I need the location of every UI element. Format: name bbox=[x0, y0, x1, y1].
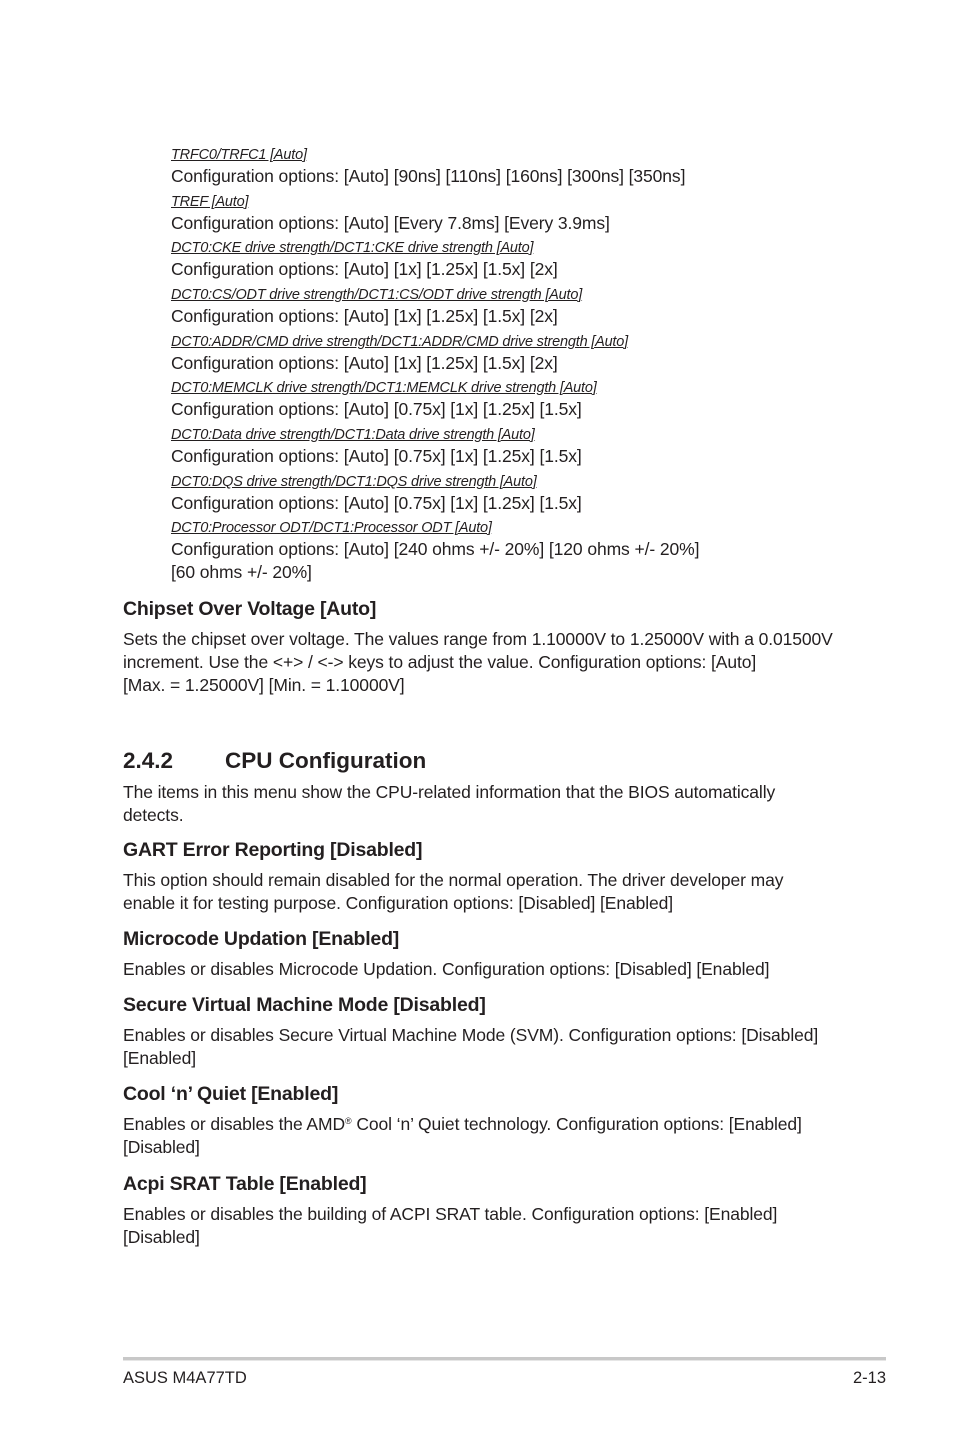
chapter-number: 2.4.2 bbox=[123, 748, 174, 773]
chapter-intro bbox=[123, 781, 823, 827]
intro-line: detects. bbox=[123, 805, 184, 825]
setting-options: Configuration options: [Auto] [90ns] [110ns] [160ns] [300ns] [350ns] bbox=[171, 166, 686, 186]
section-heading: Cool ‘n’ Quiet [Enabled] bbox=[123, 1083, 339, 1105]
description-line: [Disabled] bbox=[123, 1227, 200, 1247]
setting-tref bbox=[171, 193, 891, 235]
footer-page-number: 2-13 bbox=[852, 1369, 886, 1387]
section-description bbox=[123, 869, 843, 915]
setting-dqs-drive-strength bbox=[171, 473, 891, 515]
section-heading: GART Error Reporting [Disabled] bbox=[123, 839, 423, 861]
setting-options: Configuration options: [Auto] [0.75x] [1x] [1.25x] [1.5x] bbox=[171, 446, 582, 466]
section-description bbox=[123, 1024, 843, 1070]
setting-processor-odt bbox=[171, 519, 891, 584]
setting-options: Configuration options: [Auto] [1x] [1.25x] [1.5x] [2x] bbox=[171, 306, 558, 326]
setting-title: TRFC0/TRFC1 [Auto] bbox=[171, 147, 307, 163]
description-line: Enables or disables the building of ACPI SRAT table. Configuration options: [Enabled] bbox=[123, 1204, 778, 1224]
description-line: increment. Use the <+> / <-> keys to adjust the value. Configuration options: [Auto] bbox=[123, 652, 757, 672]
section-chipset-over-voltage bbox=[123, 597, 843, 697]
description-line: This option should remain disabled for the normal operation. The driver developer may bbox=[123, 870, 784, 890]
section-description bbox=[123, 1203, 843, 1249]
section-cool-n-quiet bbox=[123, 1082, 843, 1159]
description-line: Enables or disables Microcode Updation. Configuration options: [Disabled] [Enabled] bbox=[123, 959, 770, 979]
setting-options: Configuration options: [Auto] [Every 7.8ms] [Every 3.9ms] bbox=[171, 213, 610, 233]
setting-addr-cmd-drive-strength bbox=[171, 333, 891, 375]
description-line: [Max. = 1.25000V] [Min. = 1.10000V] bbox=[123, 675, 405, 695]
setting-options: Configuration options: [Auto] [0.75x] [1x] [1.25x] [1.5x] bbox=[171, 493, 582, 513]
description-line: Sets the chipset over voltage. The values range from 1.10000V to 1.25000V with a 0.01500V bbox=[123, 629, 833, 649]
description-line: Enables or disables the AMD bbox=[123, 1114, 346, 1134]
setting-cs-odt-drive-strength bbox=[171, 286, 891, 328]
setting-title: DCT0:ADDR/CMD drive strength/DCT1:ADDR/CMD drive strength [Auto] bbox=[171, 334, 628, 350]
setting-cke-drive-strength bbox=[171, 239, 891, 281]
setting-options: Configuration options: [Auto] [1x] [1.25x] [1.5x] [2x] bbox=[171, 259, 558, 279]
section-gart-error-reporting bbox=[123, 838, 843, 915]
section-heading: Microcode Updation [Enabled] bbox=[123, 928, 400, 950]
setting-title: TREF [Auto] bbox=[171, 194, 249, 210]
setting-data-drive-strength bbox=[171, 426, 891, 468]
section-microcode-updation bbox=[123, 927, 843, 981]
setting-options-continued: [60 ohms +/- 20%] bbox=[171, 562, 312, 582]
setting-memclk-drive-strength bbox=[171, 379, 891, 421]
registered-mark: ® bbox=[345, 1116, 352, 1126]
setting-title: DCT0:DQS drive strength/DCT1:DQS drive strength [Auto] bbox=[171, 474, 537, 490]
intro-line: The items in this menu show the CPU-related information that the BIOS automatically bbox=[123, 782, 776, 802]
section-description bbox=[123, 958, 843, 981]
footer-product-name: ASUS M4A77TD bbox=[123, 1369, 247, 1387]
description-line: [Enabled] bbox=[123, 1048, 197, 1068]
chapter-heading bbox=[123, 746, 843, 776]
section-description bbox=[123, 628, 843, 697]
setting-title: DCT0:CKE drive strength/DCT1:CKE drive strength [Auto] bbox=[171, 240, 534, 256]
description-line: [Disabled] bbox=[123, 1137, 200, 1157]
section-heading: Acpi SRAT Table [Enabled] bbox=[123, 1173, 367, 1195]
section-heading: Chipset Over Voltage [Auto] bbox=[123, 598, 377, 620]
section-acpi-srat-table bbox=[123, 1172, 843, 1249]
footer-divider bbox=[123, 1357, 886, 1361]
setting-options: Configuration options: [Auto] [1x] [1.25x] [1.5x] [2x] bbox=[171, 353, 558, 373]
section-secure-virtual-machine-mode bbox=[123, 993, 843, 1070]
section-heading: Secure Virtual Machine Mode [Disabled] bbox=[123, 994, 486, 1016]
section-description bbox=[123, 1113, 843, 1159]
setting-trfc bbox=[171, 146, 891, 188]
setting-options: Configuration options: [Auto] [0.75x] [1x] [1.25x] [1.5x] bbox=[171, 399, 582, 419]
description-line: Cool ‘n’ Quiet technology. Configuration options: [Enabled] bbox=[351, 1114, 802, 1134]
setting-title: DCT0:Data drive strength/DCT1:Data drive strength [Auto] bbox=[171, 427, 535, 443]
setting-title: DCT0:Processor ODT/DCT1:Processor ODT [Auto] bbox=[171, 520, 492, 536]
setting-title: DCT0:CS/ODT drive strength/DCT1:CS/ODT drive strength [Auto] bbox=[171, 287, 583, 303]
setting-options: Configuration options: [Auto] [240 ohms +/- 20%] [120 ohms +/- 20%] bbox=[171, 539, 700, 559]
chapter-title: CPU Configuration bbox=[225, 748, 427, 773]
description-line: Enables or disables Secure Virtual Machine Mode (SVM). Configuration options: [Disabled] bbox=[123, 1025, 819, 1045]
setting-title: DCT0:MEMCLK drive strength/DCT1:MEMCLK drive strength [Auto] bbox=[171, 380, 597, 396]
description-line: enable it for testing purpose. Configuration options: [Disabled] [Enabled] bbox=[123, 893, 674, 913]
